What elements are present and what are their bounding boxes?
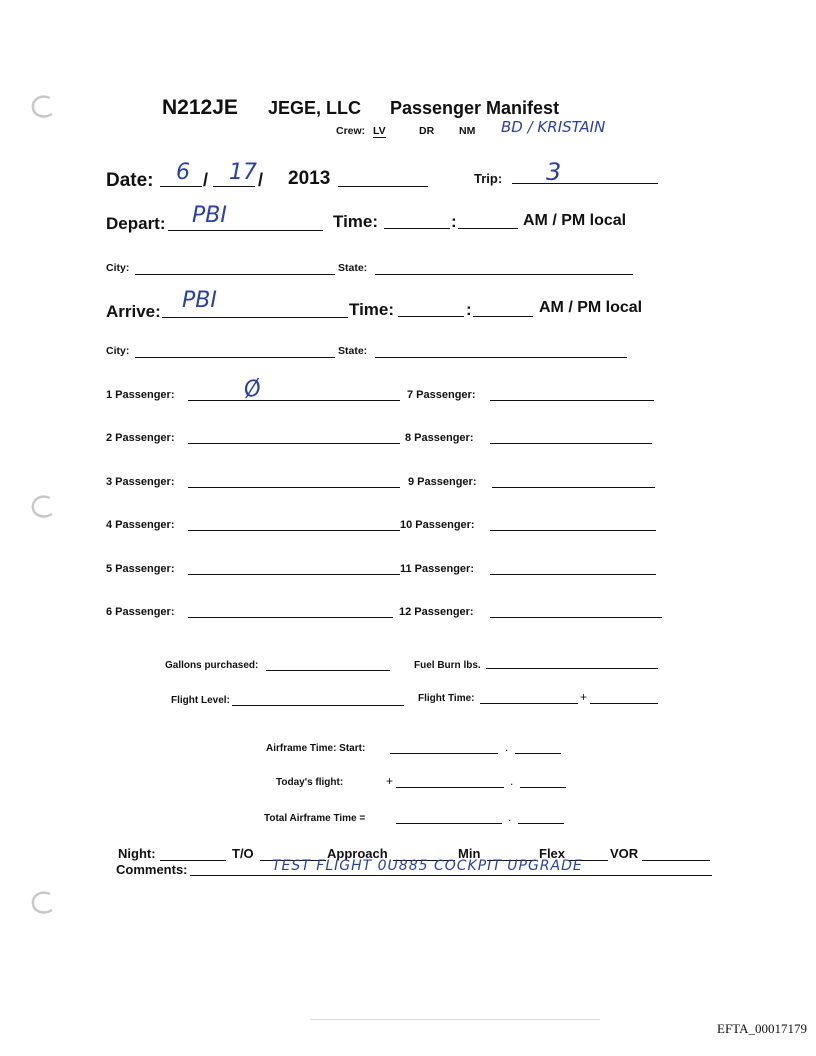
passenger-line-6 xyxy=(188,617,393,618)
arrive-label: Arrive: xyxy=(106,302,161,321)
airframe-start-tenths-line xyxy=(515,753,561,754)
depart-state-line xyxy=(375,274,633,275)
depart-city-label: City: xyxy=(106,262,130,274)
crew-handwritten: BD / KRISTAIN xyxy=(501,118,606,136)
passenger-line-5 xyxy=(188,574,400,575)
todays-flight-hours-line xyxy=(396,787,504,788)
arrive-hour-line xyxy=(398,316,464,317)
passenger-label-11: 11 Passenger: xyxy=(400,563,474,575)
tail-number: N212JE xyxy=(162,96,238,119)
crew-nm: NM xyxy=(459,125,476,137)
to-label: T/O xyxy=(232,846,254,861)
passenger-label-5: 5 Passenger: xyxy=(106,563,175,575)
trip-label: Trip: xyxy=(474,171,503,186)
todays-flight-plus: + xyxy=(386,774,394,788)
depart-value: PBI xyxy=(192,203,227,228)
passenger-label-7: 7 Passenger: xyxy=(407,389,476,401)
depart-city-line xyxy=(135,274,335,275)
comments-label: Comments: xyxy=(116,862,188,877)
punch-hole-bottom xyxy=(26,888,56,918)
flight-time-label: Flight Time: xyxy=(418,693,475,704)
company-name: JEGE, LLC xyxy=(268,98,362,118)
total-airframe-hours-line xyxy=(396,823,502,824)
airframe-start-dot: . xyxy=(505,740,509,754)
date-sep-2: / xyxy=(258,170,264,190)
depart-time-label: Time: xyxy=(333,212,379,231)
date-label: Date: xyxy=(106,170,154,191)
flight-time-extra-line xyxy=(590,703,658,704)
date-sep-1: / xyxy=(203,170,209,190)
punch-hole-middle xyxy=(26,492,56,522)
gallons-line xyxy=(266,670,390,671)
depart-ampm: AM / PM local xyxy=(523,212,627,229)
total-airframe-dot: . xyxy=(508,810,512,824)
total-airframe-label: Total Airframe Time = xyxy=(264,813,366,824)
airframe-start-hours-line xyxy=(390,753,498,754)
comments-value: TEST FLIGHT 0U885 COCKPIT UPGRADE xyxy=(272,858,583,874)
passenger-line-1 xyxy=(188,400,400,401)
arrive-state-label: State: xyxy=(338,345,368,357)
min-label: Min xyxy=(458,846,481,861)
arrive-city-label: City: xyxy=(106,345,130,357)
passenger-label-10: 10 Passenger: xyxy=(400,519,475,531)
depart-minute-line xyxy=(458,228,518,229)
passenger-line-7 xyxy=(490,400,654,401)
fuel-burn-label: Fuel Burn lbs. xyxy=(414,660,481,671)
depart-colon: : xyxy=(451,212,457,231)
crew-dr: DR xyxy=(419,125,435,137)
arrive-line xyxy=(162,317,348,318)
date-month-line xyxy=(160,186,202,187)
depart-line xyxy=(168,230,323,231)
vor-label: VOR xyxy=(610,846,639,861)
arrive-time-label: Time: xyxy=(349,300,395,319)
total-airframe-tenths-line xyxy=(518,823,564,824)
scan-artifact-line xyxy=(310,1019,600,1020)
flight-time-hours-line xyxy=(480,703,578,704)
todays-flight-tenths-line xyxy=(520,787,566,788)
depart-state-label: State: xyxy=(338,262,368,274)
passenger-line-8 xyxy=(490,443,652,444)
date-year: 2013 xyxy=(288,168,331,189)
flight-level-label: Flight Level: xyxy=(171,695,230,706)
arrive-value: PBI xyxy=(182,288,217,313)
passenger-label-4: 4 Passenger: xyxy=(106,519,175,531)
fuel-burn-line xyxy=(486,668,658,669)
document-id: EFTA_00017179 xyxy=(717,1021,807,1036)
passenger-label-2: 2 Passenger: xyxy=(106,432,175,444)
passenger-label-9: 9 Passenger: xyxy=(408,476,477,488)
depart-label: Depart: xyxy=(106,214,166,233)
vor-line xyxy=(642,860,710,861)
passenger-1-mark: Ø xyxy=(241,375,265,404)
passenger-line-4 xyxy=(188,530,400,531)
flex-label: Flex xyxy=(539,846,566,861)
approach-label: Approach xyxy=(327,846,388,861)
date-month: 6 xyxy=(176,160,190,185)
arrive-ampm: AM / PM local xyxy=(539,299,643,316)
arrive-minute-line xyxy=(473,316,533,317)
crew-lv: LV xyxy=(373,125,386,137)
date-day-line xyxy=(213,186,255,187)
arrive-city-line xyxy=(135,357,335,358)
passenger-line-9 xyxy=(492,487,655,488)
night-line xyxy=(160,860,226,861)
passenger-line-11 xyxy=(490,574,656,575)
todays-flight-label: Today's flight: xyxy=(276,777,344,788)
flight-time-plus: + xyxy=(580,690,588,704)
night-label: Night: xyxy=(118,846,156,861)
passenger-label-3: 3 Passenger: xyxy=(106,476,175,488)
form-title: Passenger Manifest xyxy=(390,98,560,118)
date-year-line xyxy=(338,186,428,187)
passenger-label-6: 6 Passenger: xyxy=(106,606,175,618)
trip-line xyxy=(512,183,658,184)
passenger-line-12 xyxy=(490,617,662,618)
date-day: 17 xyxy=(229,160,257,185)
airframe-start-label: Airframe Time: Start: xyxy=(266,743,366,754)
passenger-label-12: 12 Passenger: xyxy=(399,606,474,618)
depart-hour-line xyxy=(384,228,450,229)
arrive-state-line xyxy=(375,357,627,358)
passenger-label-8: 8 Passenger: xyxy=(405,432,474,444)
arrive-colon: : xyxy=(466,300,472,319)
passenger-line-2 xyxy=(188,443,400,444)
flight-level-line xyxy=(232,705,404,706)
passenger-line-3 xyxy=(188,487,400,488)
passenger-line-10 xyxy=(490,530,656,531)
trip-value: 3 xyxy=(546,158,562,186)
comments-line xyxy=(190,875,712,876)
crew-label: Crew: xyxy=(336,125,366,137)
passenger-label-1: 1 Passenger: xyxy=(106,389,175,401)
todays-flight-dot: . xyxy=(510,774,514,788)
punch-hole-top xyxy=(26,92,56,122)
gallons-label: Gallons purchased: xyxy=(165,660,259,671)
